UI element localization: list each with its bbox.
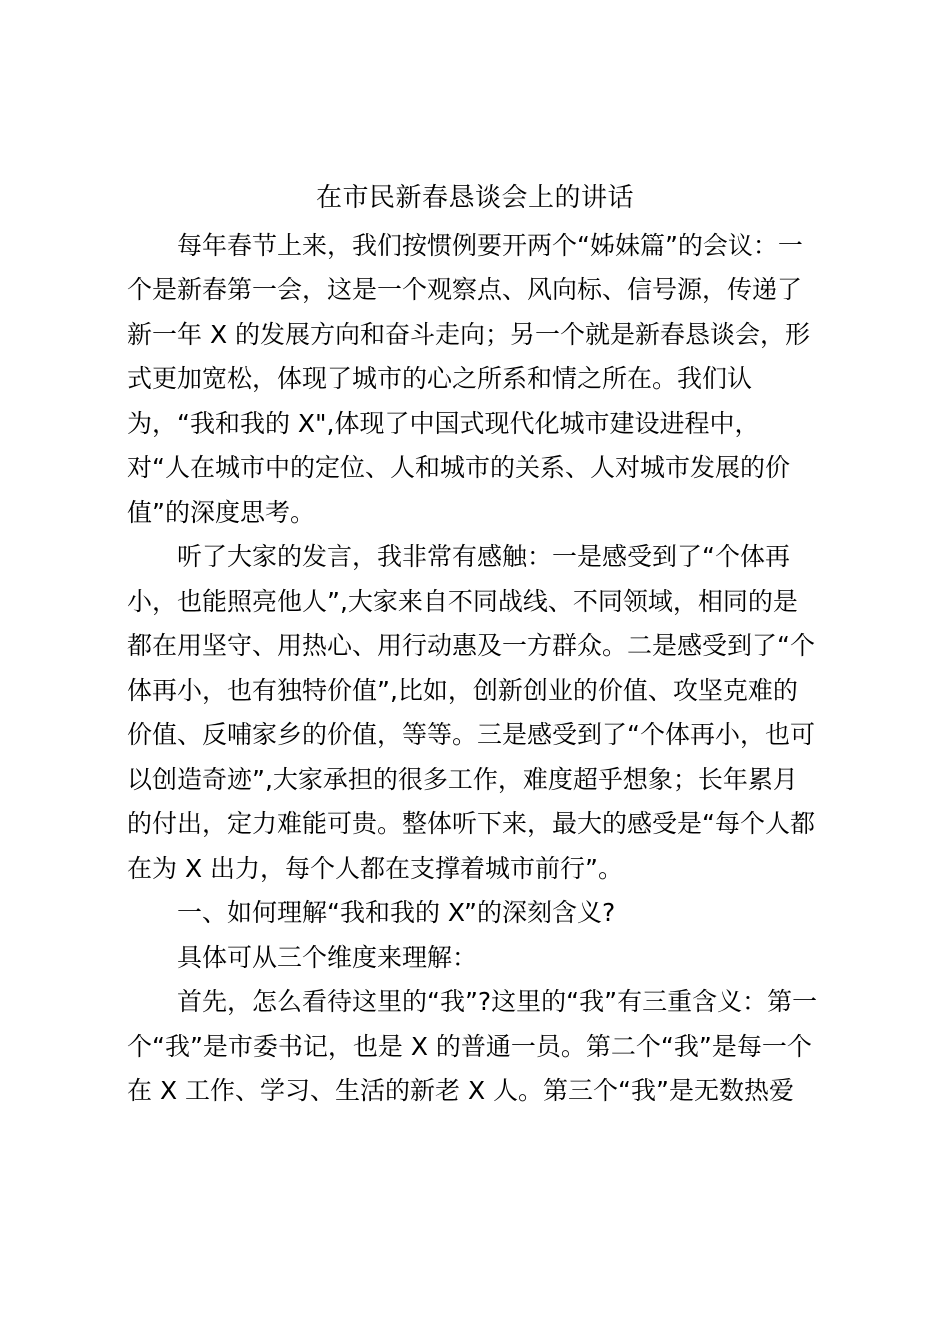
body-line: 都在用坚守、用热心、用行动惠及一方群众。二是感受到了“个	[127, 631, 815, 660]
body-line: 个是新春第一会，这是一个观察点、风向标、信号源，传递了	[127, 275, 803, 304]
body-line: 的付出，定力难能可贵。整体听下来，最大的感受是“每个人都	[127, 809, 815, 838]
body-line: 为，“我和我的 X",体现了中国式现代化城市建设进程中，	[127, 409, 760, 438]
body-line: 值”的深度思考。	[127, 498, 315, 527]
body-line: 新一年 X 的发展方向和奋斗走向；另一个就是新春恳谈会，形	[127, 320, 811, 349]
body-line: 小，也能照亮他人”,大家来自不同战线、不同领域，相同的是	[127, 587, 798, 616]
body-line: 在 X 工作、学习、生活的新老 X 人。第三个“我”是无数热爱	[127, 1076, 794, 1105]
body-line: 个“我”是市委书记，也是 X 的普通一员。第二个“我”是每一个	[127, 1032, 812, 1061]
body-line: 在为 X 出力，每个人都在支撑着城市前行”。	[127, 854, 623, 883]
body-line: 听了大家的发言，我非常有感触：一是感受到了“个体再	[127, 542, 790, 571]
section-heading: 一、如何理解“我和我的 X”的深刻含义?	[127, 898, 616, 927]
body-line: 体再小，也有独特价值”,比如，创新创业的价值、攻坚克难的	[127, 676, 798, 705]
body-line: 每年春节上来，我们按惯例要开两个“姊妹篇”的会议：一	[127, 231, 803, 260]
document-title: 在市民新春恳谈会上的讲话	[315, 183, 634, 213]
body-line: 首先，怎么看待这里的“我”?这里的“我”有三重含义：第一	[127, 987, 818, 1016]
body-line: 具体可从三个维度来理解：	[127, 943, 478, 972]
body-line: 以创造奇迹”,大家承担的很多工作，难度超乎想象；长年累月	[127, 765, 798, 794]
body-line: 式更加宽松，体现了城市的心之所系和情之所在。我们认	[127, 364, 753, 393]
body-line: 价值、反哺家乡的价值，等等。三是感受到了“个体再小，也可	[127, 720, 815, 749]
body-line: 对“人在城市中的定位、人和城市的关系、人对城市发展的价	[127, 453, 790, 482]
